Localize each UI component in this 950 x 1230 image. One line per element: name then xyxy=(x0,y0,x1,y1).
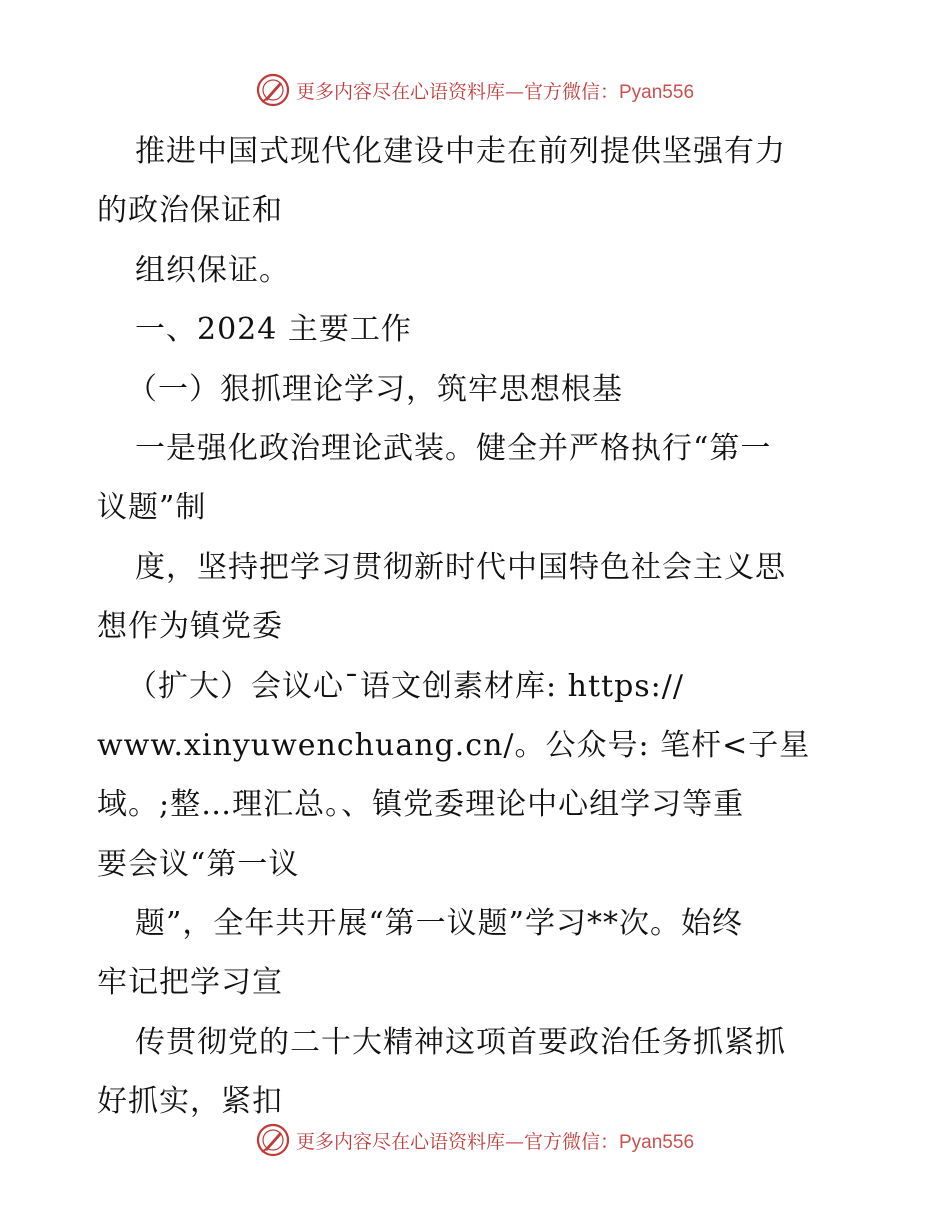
section-heading: 一、2024 主要工作 xyxy=(135,312,412,348)
quill-seal-icon xyxy=(256,73,290,107)
body-line-3: 组织保证。 xyxy=(135,252,290,288)
quill-seal-icon xyxy=(256,1123,290,1157)
header-separator: — xyxy=(504,80,524,103)
body-line-10: （扩大）会议心¯语文创素材库: https:// xyxy=(127,668,684,704)
footer-promo xyxy=(296,1127,694,1154)
body-line-8: 度，坚持把学习贯彻新时代中国特色社会主义思 xyxy=(135,549,786,585)
body-line-1: 推进中国式现代化建设中走在前列提供坚强有力 xyxy=(135,134,786,169)
body-line-14: 题”，全年共开展“第一议题”学习**次。始终 xyxy=(135,906,744,942)
body-line-6: 一是强化政治理论武装。健全并严格执行“第一 xyxy=(135,430,772,466)
footer-promo-text: 更多内容尽在心语资料库 xyxy=(295,1130,505,1153)
body-line-12: 域。;整…理汇总。、镇党委理论中心组学习等重 xyxy=(97,787,745,823)
document-body xyxy=(97,122,857,1132)
header-contact-id: Pyan556 xyxy=(619,81,695,103)
body-line-11: www.xinyuwenchuang.cn/。公众号: 笔杆<子星 xyxy=(97,727,811,763)
subsection-heading: （一）狠抓理论学习，筑牢思想根基 xyxy=(127,371,623,407)
footer-separator: — xyxy=(504,1130,524,1153)
footer-contact-label: 官方微信： xyxy=(523,1130,619,1153)
body-line-17: 好抓实，紧扣 xyxy=(97,1084,283,1120)
header-promo-text: 更多内容尽在心语资料库 xyxy=(295,80,505,103)
body-line-9: 想作为镇党委 xyxy=(97,609,283,645)
body-line-13: 要会议“第一议 xyxy=(97,846,300,882)
body-line-2: 的政治保证和 xyxy=(97,193,283,229)
body-line-7: 议题”制 xyxy=(97,490,207,526)
footer-contact-id: Pyan556 xyxy=(619,1131,695,1153)
header-watermark-banner xyxy=(0,70,950,110)
footer-watermark-banner xyxy=(0,1120,950,1160)
header-contact-label: 官方微信： xyxy=(523,80,619,103)
body-line-16: 传贯彻党的二十大精神这项首要政治任务抓紧抓 xyxy=(135,1024,786,1060)
body-line-15: 牢记把学习宣 xyxy=(97,965,283,1001)
header-promo xyxy=(296,77,694,104)
